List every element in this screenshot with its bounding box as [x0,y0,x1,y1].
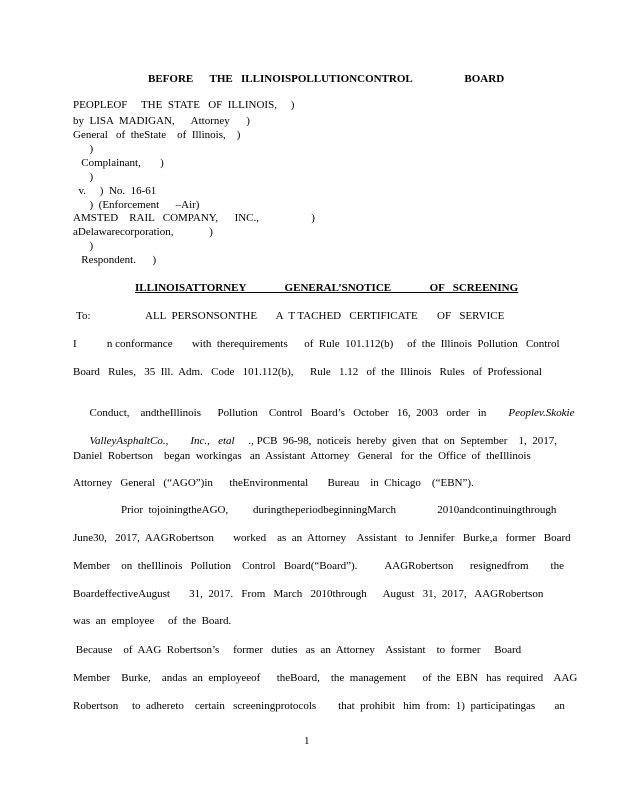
body-line: Prior tojoiningtheAGO, duringtheperiodbeginningMarch 2010andcontinuingthrough [121,504,557,516]
caption-line: Respondent. ) [73,254,157,266]
body-line: June30, 2017, AAGRobertson worked as an Attorney Assistant to Jennifer Burke,a former Board [73,532,571,544]
caption-line: PEOPLEOF THE STATE OF ILLINOIS, ) [73,99,295,111]
body-line: Because of AAG Robertson’s former duties as an Attorney Assistant to former Board [73,644,522,656]
caption-line: ) [73,240,94,252]
body-line: Daniel Robertson began workingas an Assistant Attorney General for the Office of theIllinois [73,450,531,462]
body-line: Attorney General (“AGO”)in theEnvironmental Bureau in Chicago (“EBN”). [73,477,474,489]
to-label: To: [76,310,91,322]
body-line: I n conformance with therequirements of Rule 101.112(b) of the Illinois Pollution Control [73,338,560,350]
caption-line: Complainant, ) [73,157,164,169]
body-line: Board Rules, 35 Ill. Adm. Code 101.112(b), Rule 1.12 of the Illinois Rules of Professional [73,366,542,378]
case-citation: ValleyAsphaltCo., Inc., etal [89,435,235,447]
body-text: ., PCB 96-98, noticeis hereby given that on September 1, 2017, [234,435,557,447]
page-number: 1 [304,735,310,747]
to-recipients: ALL PERSONSONTHE A T TACHED CERTIFICATE OF SERVICE [145,310,505,322]
caption-line: by LISA MADIGAN, Attorney ) [73,115,250,127]
caption-line: ) [73,143,94,155]
board-header: BEFORE THE ILLINOISPOLLUTIONCONTROL BOARD [148,73,505,85]
body-text: Conduct, andtheIllinois Pollution Control Board’s October 16, 2003 order in [89,407,509,419]
body-line: Member on theIllinois Pollution Control Board(“Board”). AAGRobertson resignedfrom the [73,560,564,572]
caption-line: General of theState of Illinois, ) [73,129,241,141]
caption-line: ) [73,171,94,183]
caption-line: ) (Enforcement –Air) [73,199,200,211]
body-line: BoardeffectiveAugust 31, 2017. From March 2010through August 31, 2017, AAGRobertson [73,588,544,600]
caption-line: v. ) No. 16-61 [73,185,157,197]
body-line: Member Burke, andas an employeeof theBoard, the management of the EBN has required AAG [73,672,578,684]
body-line: was an employee of the Board. [73,615,232,627]
body-line: Robertson to adhereto certain screeningprotocols that prohibit him from: 1) participatingas an [73,700,565,712]
notice-title: ILLINOISATTORNEY GENERAL’SNOTICE OF SCREENING [135,282,519,294]
caption-line: aDelawarecorporation, ) [73,226,213,238]
case-citation: Peoplev.Skokie [508,407,575,419]
caption-line: AMSTED RAIL COMPANY, INC., ) [73,212,315,224]
